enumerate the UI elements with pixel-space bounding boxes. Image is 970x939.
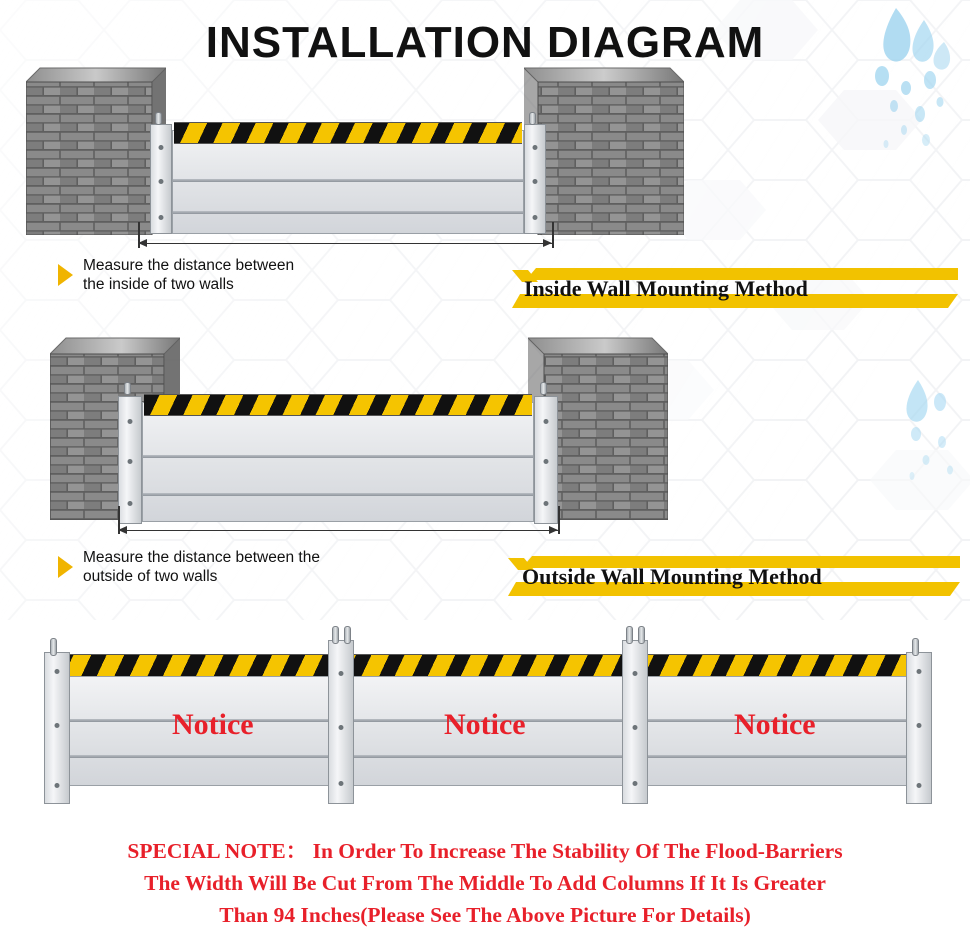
panel-seam (173, 179, 523, 182)
hazard-stripe-inside (174, 122, 522, 144)
barrier-panel-inside (172, 130, 524, 234)
hazard-stripe-long (58, 654, 920, 678)
barrier-clamp-knob (529, 112, 536, 125)
callout-line-1: Measure the distance between (83, 257, 295, 274)
hazard-stripe-outside (144, 394, 532, 416)
barrier-post-right-inside (524, 124, 546, 234)
barrier-clamp-knob (540, 382, 547, 395)
flood-barrier-outside (118, 382, 558, 524)
barrier-clamp-knob (912, 638, 919, 656)
special-note-line-2: The Width Will Be Cut From The Middle To Add Columns If It Is Greater (144, 870, 826, 895)
panel-seam (59, 755, 919, 758)
banner-outside-wall-method (508, 556, 960, 598)
notice-label: Notice (172, 708, 254, 741)
callout-outside-measure (58, 548, 320, 587)
long-flood-barrier (44, 626, 932, 806)
barrier-post-right-outside (534, 396, 558, 524)
barrier-post-end-left (44, 652, 70, 804)
barrier-clamp-knob (638, 626, 645, 644)
barrier-clamp-knob (332, 626, 339, 644)
special-note-line-3: Than 94 Inches(Please See The Above Picture For Details) (219, 902, 751, 927)
barrier-post-end-right (906, 652, 932, 804)
barrier-post-left-inside (150, 124, 172, 234)
callout-line-2: outside of two walls (83, 568, 218, 586)
callout-inside-measure (58, 256, 294, 295)
panel-seam (143, 493, 533, 496)
barrier-clamp-knob (50, 638, 57, 656)
special-note-line-1: SPECIAL NOTE： In Order To Increase The Stability Of The Flood-Barriers (127, 839, 843, 863)
flood-barrier-inside (150, 112, 546, 234)
barrier-clamp-knob (124, 382, 131, 395)
notice-label: Notice (444, 708, 526, 741)
banner-label: Inside Wall Mounting Method (524, 276, 808, 301)
barrier-clamp-knob (626, 626, 633, 644)
special-note (0, 836, 970, 931)
barrier-panel-outside (142, 402, 534, 522)
callout-line-2: the inside of two walls (83, 276, 234, 294)
brick-pillar-right-inside (524, 60, 684, 235)
banner-label: Outside Wall Mounting Method (522, 564, 822, 589)
chevron-right-icon (58, 556, 73, 578)
barrier-post-middle-2 (622, 640, 648, 804)
barrier-post-left-outside (118, 396, 142, 524)
chevron-right-icon (58, 264, 73, 286)
notice-label: Notice (734, 708, 816, 741)
banner-inside-wall-method (512, 268, 958, 310)
brick-pillar-left-inside (26, 60, 166, 235)
barrier-clamp-knob (344, 626, 351, 644)
callout-line-1: Measure the distance between the (83, 549, 320, 566)
barrier-clamp-knob (155, 112, 162, 125)
page-title: INSTALLATION DIAGRAM (205, 18, 765, 67)
panel-seam (173, 211, 523, 214)
barrier-post-middle-1 (328, 640, 354, 804)
panel-seam (143, 455, 533, 458)
